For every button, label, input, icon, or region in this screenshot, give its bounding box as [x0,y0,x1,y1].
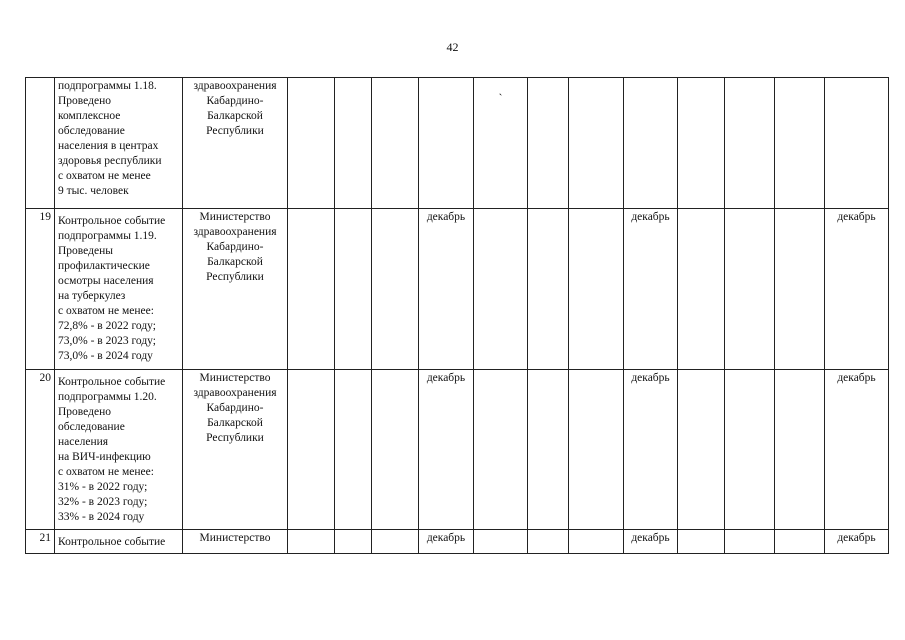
responsible-org-cell: здравоохранения Кабардино- Балкарской Республики [183,78,288,209]
schedule-cell [569,370,624,530]
schedule-cell [372,78,419,209]
schedule-cell [775,370,825,530]
schedule-cell [474,209,528,370]
schedule-cell [775,209,825,370]
schedule-cell [372,530,419,554]
schedule-cell [372,209,419,370]
schedule-cell [678,78,725,209]
schedule-cell-december: декабрь [825,209,889,370]
schedule-cell [624,78,678,209]
schedule-cell [725,370,775,530]
schedule-cell [775,530,825,554]
table-row [26,530,889,554]
control-event-cell: Контрольное событие подпрограммы 1.19. Проведены профилактические осмотры населения на туберкулез с охватом не менее: 72,8% - в 2022 году; 73,0% - в 2023 году; 73,0% - в 2024 году [55,209,183,370]
schedule-cell-december: декабрь [419,370,474,530]
schedule-cell [335,530,372,554]
schedule-cell-december: декабрь [624,530,678,554]
schedule-cell [372,370,419,530]
table-row [26,78,889,209]
control-event-cell: Контрольное событие [55,530,183,554]
schedule-cell [678,370,725,530]
schedule-cell [678,209,725,370]
schedule-cell-december: декабрь [825,370,889,530]
schedule-cell [335,78,372,209]
schedule-cell [474,530,528,554]
row-number: 20 [26,370,55,530]
schedule-cell [569,530,624,554]
table-row [26,209,889,370]
page-number: 42 [446,40,459,54]
schedule-cell [569,78,624,209]
schedule-cell [288,370,335,530]
schedule-cell [569,209,624,370]
schedule-cell [474,370,528,530]
schedule-cell [419,78,474,209]
control-event-cell: Контрольное событие подпрограммы 1.20. Проведено обследование населения на ВИЧ-инфекцию с охватом не менее: 31% - в 2022 году; 32% - в 2023 году; 33% - в 2024 году [55,370,183,530]
schedule-cell [725,209,775,370]
schedule-cell [528,78,569,209]
schedule-cell [335,370,372,530]
schedule-cell-december: декабрь [825,530,889,554]
schedule-table [25,77,889,554]
schedule-cell-december: декабрь [624,209,678,370]
row-number: 21 [26,530,55,554]
schedule-cell [825,78,889,209]
schedule-cell-december: декабрь [419,209,474,370]
schedule-cell [725,78,775,209]
schedule-cell: ` [474,78,528,209]
responsible-org-cell: Министерство здравоохранения Кабардино- Балкарской Республики [183,209,288,370]
schedule-cell [335,209,372,370]
table-row [26,370,889,530]
schedule-cell [528,209,569,370]
row-number [26,78,55,209]
schedule-cell-december: декабрь [419,530,474,554]
schedule-cell [775,78,825,209]
responsible-org-cell: Министерство [183,530,288,554]
schedule-cell [678,530,725,554]
schedule-cell [725,530,775,554]
control-event-cell: подпрограммы 1.18. Проведено комплексное обследование населения в центрах здоровья республики с охватом не менее 9 тыс. человек [55,78,183,209]
schedule-cell [288,530,335,554]
schedule-cell [288,78,335,209]
schedule-cell [528,370,569,530]
row-number: 19 [26,209,55,370]
schedule-cell-december: декабрь [624,370,678,530]
schedule-cell [288,209,335,370]
schedule-cell [528,530,569,554]
responsible-org-cell: Министерство здравоохранения Кабардино- Балкарской Республики [183,370,288,530]
